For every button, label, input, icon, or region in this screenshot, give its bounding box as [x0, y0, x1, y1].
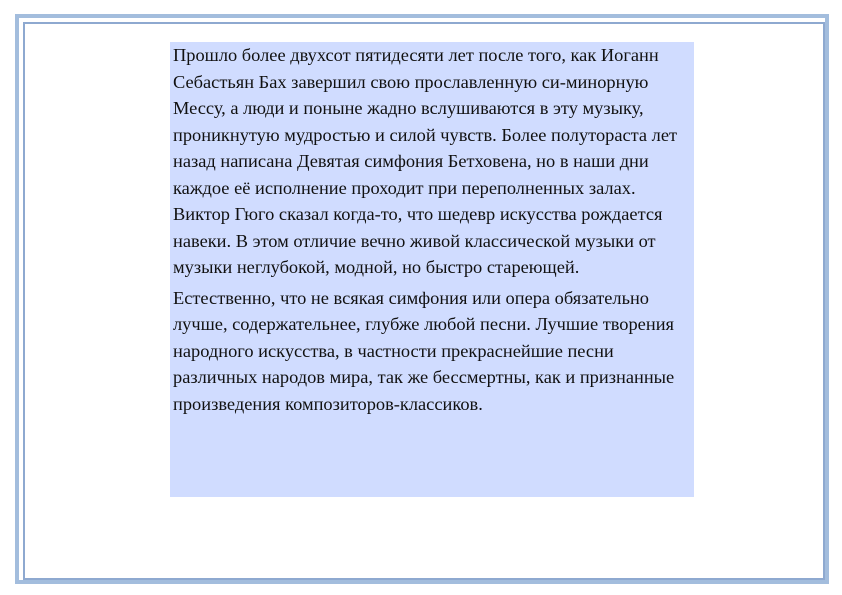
text-block	[170, 42, 694, 497]
paragraph-2: Естественно, что не всякая симфония или опера обязательно лучше, содержательнее, глубже любой песни. Лучшие творения народного искусства, в частности прекраснейшие песни различных народов мира, так же бессмертны, как и признанные произведения композиторов-классиков.	[173, 287, 675, 414]
paragraph-1: Прошло более двухсот пятидесяти лет после того, как Иоганн Себастьян Бах завершил свою прославленную си-минорную Мессу, а люди и поныне жадно вслушиваются в эту музыку, проникнутую мудростью и силой чувств. Более полутораста лет назад написана Девятая симфония Бетховена, но в наши дни каждое её исполнение проходит при переполненных залах. Виктор Гюго сказал когда-то, что шедевр искусства рождается навеки. В этом отличие вечно живой классической музыки от музыки неглубокой, модной, но быстро стареющей.	[173, 45, 678, 277]
